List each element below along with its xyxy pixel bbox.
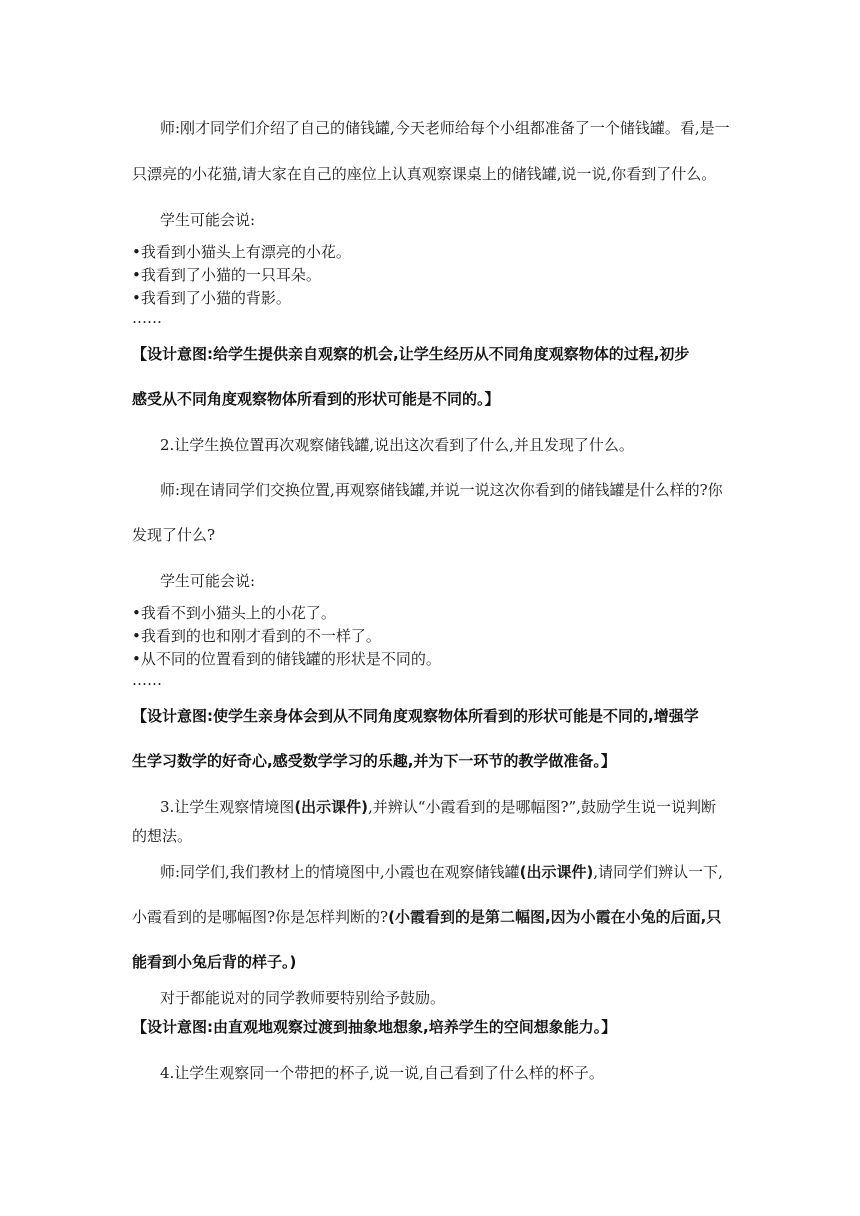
list-ellipsis: …… [132,671,162,689]
paragraph-teacher-exchange-line1: 师:现在请同学们交换位置,再观察储钱罐,并说一说这次你看到的储钱罐是什么样的?你 [160,481,723,499]
paragraph-teacher-intro-line1: 师:刚才同学们介绍了自己的储钱罐,今天老师给每个小组都准备了一个储钱罐。看,是一 [160,119,730,137]
teacher-situation-answer: (小霞看到的是第二幅图,因为小霞在小兔的后面,只 [388,908,722,926]
step-3-text-c: ,并辨认“小霞看到的是哪幅图?”,鼓励学生说一说判断 [368,798,716,816]
design-intent-2-line2: 生学习数学的好奇心,感受数学学习的乐趣,并为下一环节的教学做准备。】 [132,752,616,770]
list-item: •我看到小猫头上有漂亮的小花。 [132,243,351,261]
teacher-situation-text-a: 师:同学们,我们教材上的情境图中,小霞也在观察储钱罐 [160,863,520,881]
design-intent-1-line1: 【设计意图:给学生提供亲自观察的机会,让学生经历从不同角度观察物体的过程,初步 [132,345,690,363]
paragraph-encouragement: 对于都能说对的同学教师要特别给予鼓励。 [160,989,446,1007]
paragraph-teacher-situation-line3: 能看到小兔后背的样子。) [132,953,297,971]
paragraph-step-2: 2.让学生换位置再次观察储钱罐,说出这次看到了什么,并且发现了什么。 [160,436,634,454]
teacher-situation-text-c: ,请同学们辨认一下, [593,863,723,881]
design-intent-3: 【设计意图:由直观地观察过渡到抽象地想象,培养学生的空间想象能力。】 [132,1018,617,1036]
paragraph-teacher-exchange-line2: 发现了什么? [132,526,216,544]
paragraph-students-may-say: 学生可能会说: [160,211,256,229]
list-item: •我看到了小猫的背影。 [132,289,291,307]
design-intent-1-line2: 感受从不同角度观察物体所看到的形状可能是不同的。】 [132,390,500,408]
list-ellipsis: …… [132,309,162,327]
teacher-situation-show-slides: (出示课件) [519,863,594,881]
paragraph-teacher-situation-line2 [132,907,721,927]
paragraph-teacher-intro-line2: 只漂亮的小花猫,请大家在自己的座位上认真观察课桌上的储钱罐,说一说,你看到了什么。 [132,165,717,183]
paragraph-students-may-say-2: 学生可能会说: [160,572,256,590]
list-item: •我看到的也和刚才看到的不一样了。 [132,627,381,645]
paragraph-teacher-situation-line1 [160,862,723,882]
step-3-text-a: 3.让学生观察情境图 [160,798,295,816]
list-item: •我看到了小猫的一只耳朵。 [132,266,321,284]
paragraph-step-3-line1 [160,797,716,817]
list-item: •我看不到小猫头上的小花了。 [132,604,336,622]
paragraph-step-3-line2: 的想法。 [132,827,193,845]
step-3-show-slides: (出示课件) [294,798,369,816]
teacher-situation-question: 小霞看到的是哪幅图?你是怎样判断的? [132,908,389,926]
list-item: •从不同的位置看到的储钱罐的形状是不同的。 [132,650,441,668]
design-intent-2-line1: 【设计意图:使学生亲身体会到从不同角度观察物体所看到的形状可能是不同的,增强学 [132,707,699,725]
paragraph-step-4: 4.让学生观察同一个带把的杯子,说一说,自己看到了什么样的杯子。 [160,1064,604,1082]
